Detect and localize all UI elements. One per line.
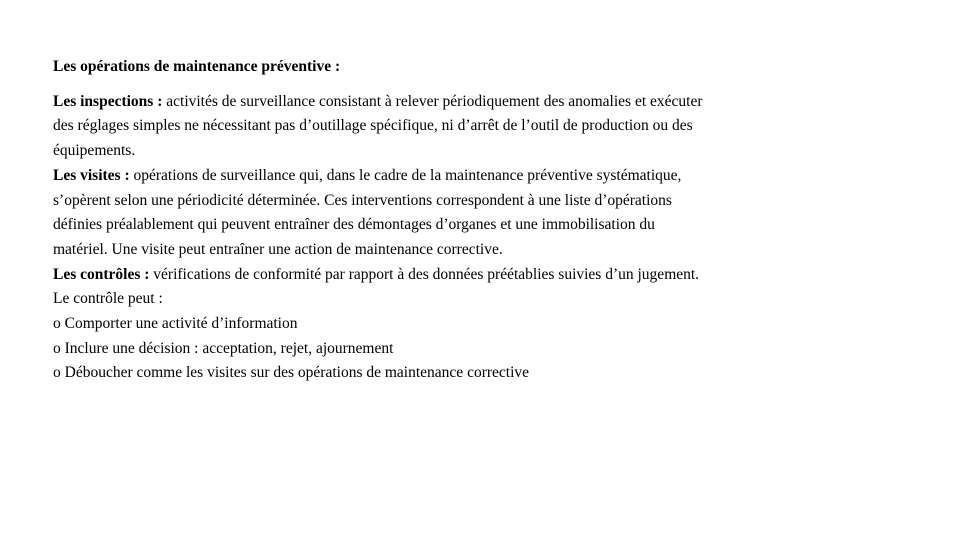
list-item: o Inclure une décision : acceptation, rejet, ajournement bbox=[53, 339, 394, 357]
text-inspections: activités de surveillance consistant à relever périodiquement des anomalies et exécuter des réglages simples ne nécessitant pas d’outillage spécifique, ni d’arrêt de l’outil de production ou des équipements. bbox=[53, 92, 703, 160]
term-inspections: Les inspections : bbox=[53, 92, 163, 110]
text-controles: vérifications de conformité par rapport à des données préétablies suivies d’un jugement. Le contrôle peut : bbox=[53, 265, 700, 308]
slide-content bbox=[53, 55, 713, 386]
text-visites: opérations de surveillance qui, dans le cadre de la maintenance préventive systématique, s’opèrent selon une périodicité déterminée. Ces interventions correspondent à une liste d’opérations définies préalablement qui peuvent entraîner des démontages d’organes et une immobilisation du matériel. Une visite peut entraîner une action de maintenance corrective. bbox=[53, 166, 682, 258]
section-controles bbox=[53, 263, 713, 312]
list-item: o Comporter une activité d’information bbox=[53, 315, 298, 333]
term-controles: Les contrôles : bbox=[53, 265, 150, 283]
section-inspections bbox=[53, 90, 713, 164]
term-visites: Les visites : bbox=[53, 166, 130, 184]
list-item: o Déboucher comme les visites sur des opérations de maintenance corrective bbox=[53, 364, 530, 382]
section-visites bbox=[53, 164, 713, 263]
slide-heading: Les opérations de maintenance préventive : bbox=[53, 58, 341, 75]
